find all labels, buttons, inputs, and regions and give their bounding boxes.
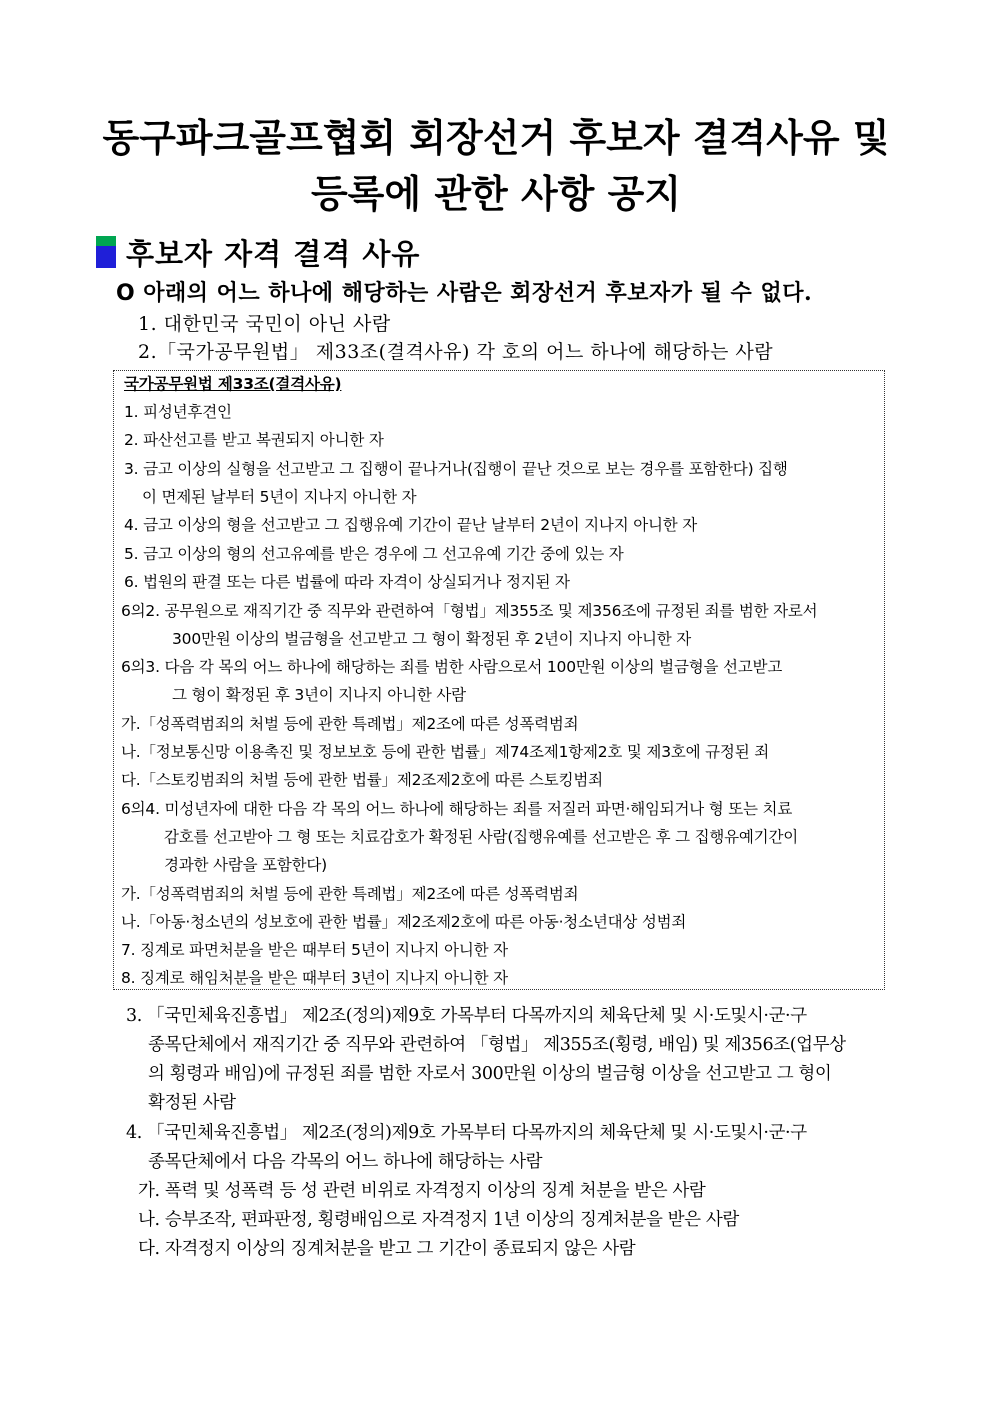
article-4-subitem: 나. 승부조작, 편파판정, 횡령배임으로 자격정지 1년 이상의 징계처분을 받은 사람 bbox=[138, 1210, 739, 1230]
law-line: 6. 법원의 판결 또는 다른 법률에 따라 자격이 상실되거나 정지된 자 bbox=[124, 573, 570, 591]
law-line: 나.「정보통신망 이용촉진 및 정보보호 등에 관한 법률」제74조제1항제2호 및 제3호에 규정된 죄 bbox=[121, 743, 769, 761]
law-line: 6의4. 미성년자에 대한 다음 각 목의 어느 하나에 해당하는 죄를 저질러 파면·해임되거나 형 또는 치료 bbox=[121, 800, 793, 818]
law-line: 가.「성폭력범죄의 처벌 등에 관한 특례법」제2조에 따른 성폭력범죄 bbox=[121, 715, 579, 733]
law-line: 1. 피성년후견인 bbox=[124, 403, 232, 421]
article-3-line: 확정된 사람 bbox=[148, 1093, 236, 1113]
law-line: 2. 파산선고를 받고 복권되지 아니한 자 bbox=[124, 431, 384, 449]
law-line: 가.「성폭력범죄의 처벌 등에 관한 특례법」제2조에 따른 성폭력범죄 bbox=[121, 885, 579, 903]
law-line: 6의3. 다음 각 목의 어느 하나에 해당하는 죄를 범한 사람으로서 100만원 이상의 벌금형을 선고받고 bbox=[121, 658, 783, 676]
law-line: 다.「스토킹범죄의 처벌 등에 관한 법률」제2조제2호에 따른 스토킹범죄 bbox=[121, 771, 603, 789]
law-line: 그 형이 확정된 후 3년이 지나지 아니한 사람 bbox=[172, 686, 466, 704]
item-1: 1. 대한민국 국민이 아닌 사람 bbox=[138, 313, 391, 335]
article-3-line: 종목단체에서 재직기간 중 직무와 관련하여 「형법」 제355조(횡령, 배임) 및 제356조(업무상 bbox=[148, 1035, 846, 1055]
law-line: 5. 금고 이상의 형의 선고유예를 받은 경우에 그 선고유예 기간 중에 있는 자 bbox=[124, 545, 624, 563]
law-line: 나.「아동·청소년의 성보호에 관한 법률」제2조제2호에 따른 아동·청소년대상 성범죄 bbox=[121, 913, 687, 931]
law-line: 4. 금고 이상의 형을 선고받고 그 집행유예 기간이 끝난 날부터 2년이 지나지 아니한 자 bbox=[124, 516, 698, 534]
article-4-line: 4. 「국민체육진흥법」 제2조(정의)제9호 가목부터 다목까지의 체육단체 및 시·도및시·군·구 bbox=[126, 1123, 807, 1143]
item-2: 2.「국가공무원법」 제33조(결격사유) 각 호의 어느 하나에 해당하는 사람 bbox=[138, 341, 774, 363]
section-heading bbox=[96, 232, 420, 272]
page-title bbox=[0, 110, 992, 222]
law-excerpt-box bbox=[113, 370, 885, 990]
article-4-subitem: 가. 폭력 및 성폭력 등 성 관련 비위로 자격정지 이상의 징계 처분을 받은 사람 bbox=[138, 1181, 706, 1201]
article-3-line: 의 횡령과 배임)에 규정된 죄를 범한 자로서 300만원 이상의 벌금형 이상을 선고받고 그 형이 bbox=[148, 1064, 832, 1084]
title-line-1: 동구파크골프협회 회장선거 후보자 결격사유 및 bbox=[102, 116, 890, 160]
article-4-line: 종목단체에서 다음 각목의 어느 하나에 해당하는 사람 bbox=[148, 1152, 543, 1172]
title-line-2: 등록에 관한 사항 공지 bbox=[310, 172, 682, 216]
law-line: 이 면제된 날부터 5년이 지나지 아니한 자 bbox=[142, 488, 417, 506]
section-heading-text: 후보자 자격 결격 사유 bbox=[126, 236, 421, 271]
article-3-line: 3. 「국민체육진흥법」 제2조(정의)제9호 가목부터 다목까지의 체육단체 및 시·도및시·군·구 bbox=[126, 1006, 807, 1026]
law-box-title: 국가공무원법 제33조(결격사유) bbox=[124, 375, 342, 393]
law-line: 3. 금고 이상의 실형을 선고받고 그 집행이 끝나거나(집행이 끝난 것으로 보는 경우를 포함한다) 집행 bbox=[124, 460, 788, 478]
circle-bullet-icon: O bbox=[116, 281, 136, 306]
lead-text: 아래의 어느 하나에 해당하는 사람은 회장선거 후보자가 될 수 없다. bbox=[143, 280, 813, 306]
article-4-subitem: 다. 자격정지 이상의 징계처분을 받고 그 기간이 종료되지 않은 사람 bbox=[138, 1239, 636, 1259]
law-line: 감호를 선고받아 그 형 또는 치료감호가 확정된 사람(집행유예를 선고받은 후 그 집행유예기간이 bbox=[164, 828, 798, 846]
lead-statement bbox=[116, 276, 812, 311]
law-line: 7. 징계로 파면처분을 받은 때부터 5년이 지나지 아니한 자 bbox=[121, 941, 508, 959]
law-line: 6의2. 공무원으로 재직기간 중 직무와 관련하여「형법」제355조 및 제356조에 규정된 죄를 범한 자로서 bbox=[121, 602, 818, 620]
law-line: 300만원 이상의 벌금형을 선고받고 그 형이 확정된 후 2년이 지나지 아니한 자 bbox=[172, 630, 692, 648]
law-line: 8. 징계로 해임처분을 받은 때부터 3년이 지나지 아니한 자 bbox=[121, 969, 508, 987]
section-marker-icon bbox=[96, 236, 116, 268]
law-line: 경과한 사람을 포함한다) bbox=[164, 856, 328, 874]
